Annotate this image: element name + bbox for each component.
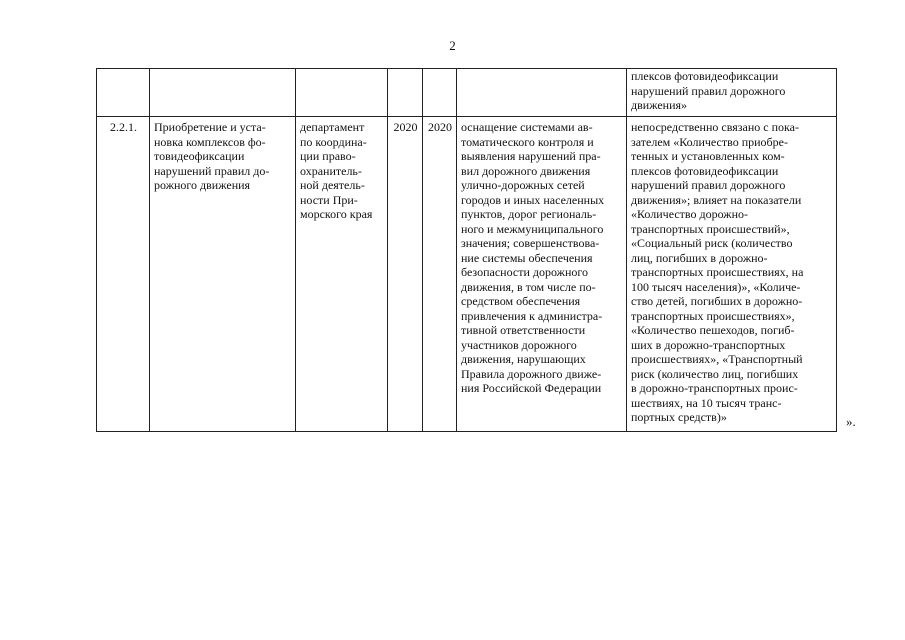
cell-indicator-link: непосредственно связано с пока- зателем «Количество приобре- тенных и установленных ком- плексов фотовидеофиксации нарушений правил дорожного движения»; влияет на показатели «Количество дорожно- транспортных происшествий», «Социальный риск (количество лиц, погибших в дорожно- транспортных происшествиях, на 100 тысяч населения)», «Количе- ство детей, погибших в дорожно- транспортных происшествиях», «Количество пешеходов, погиб- ших в дорожно-транспортных происшествиях», «Транспортный риск (количество лиц, погибших в дорожно-транспортных проис- шествиях, на 10 тысяч транс- портных средств)» <box>627 117 837 432</box>
cell-number: 2.2.1. <box>97 117 150 432</box>
cell-executor: департамент по координа- ции право- охранитель- ной деятель- ности При- морского края <box>296 117 388 432</box>
cell-measure-name: Приобретение и уста- новка комплексов фо- товидеофиксации нарушений правил до- рожного движения <box>150 117 296 432</box>
cell-number <box>97 69 150 117</box>
cell-measure-name <box>150 69 296 117</box>
cell-expected-result <box>457 69 627 117</box>
closing-quote: ». <box>846 414 856 429</box>
cell-start-year: 2020 <box>388 117 423 432</box>
measures-table <box>96 68 837 432</box>
table-row <box>97 117 837 432</box>
page-number: 2 <box>449 38 456 53</box>
table-row-continuation <box>97 69 837 117</box>
cell-indicator-link: плексов фотовидеофиксации нарушений правил дорожного движения» <box>627 69 837 117</box>
cell-expected-result: оснащение системами ав- томатического контроля и выявления нарушений пра- вил дорожного движения улично-дорожных сетей городов и иных населенных пунктов, дорог региональ- ного и межмуниципального значения; совершенствова- ние системы обеспечения безопасности дорожного движения, в том числе по- средством обеспечения привлечения к администра- тивной ответственности участников дорожного движения, нарушающих Правила дорожного движе- ния Российской Федерации <box>457 117 627 432</box>
cell-executor <box>296 69 388 117</box>
cell-end-year <box>423 69 457 117</box>
cell-end-year: 2020 <box>423 117 457 432</box>
cell-start-year <box>388 69 423 117</box>
